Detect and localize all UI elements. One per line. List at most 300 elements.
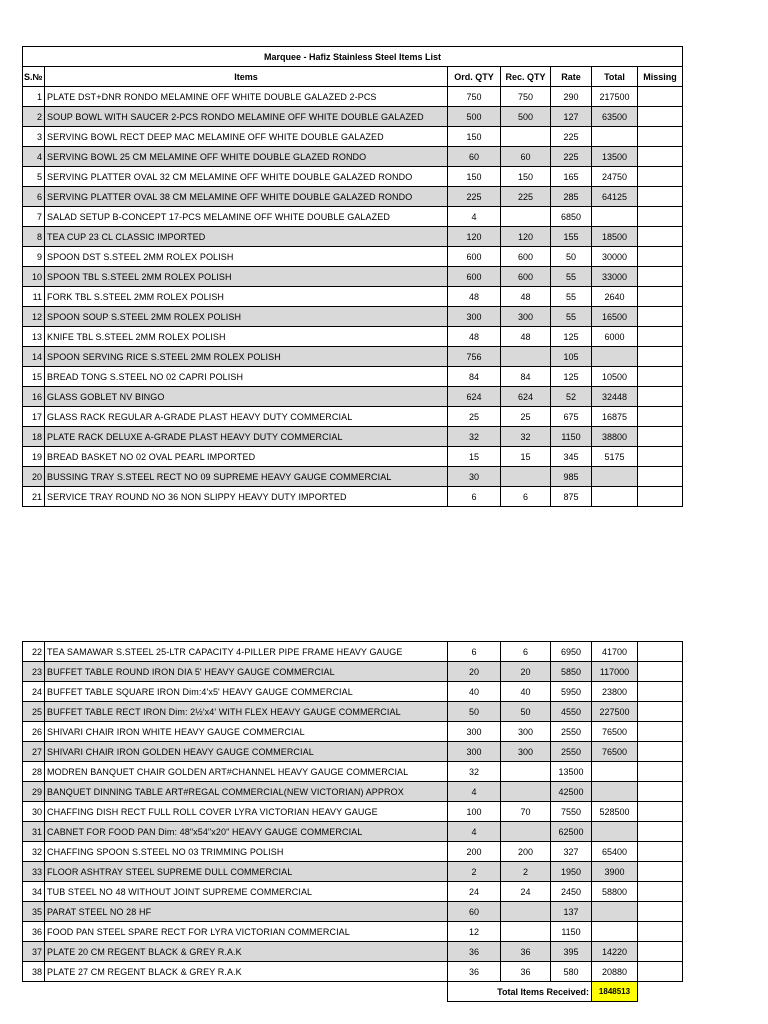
row-ord-qty: 2	[448, 862, 501, 882]
row-item: SERVING PLATTER OVAL 32 CM MELAMINE OFF WHITE DOUBLE GALAZED RONDO	[45, 167, 448, 187]
table-row	[23, 147, 683, 167]
row-rate: 62500	[551, 822, 592, 842]
row-missing	[638, 407, 683, 427]
table-row	[23, 287, 683, 307]
row-item: PLATE DST+DNR RONDO MELAMINE OFF WHITE DOUBLE GALAZED 2-PCS	[45, 87, 448, 107]
row-total: 14220	[592, 942, 638, 962]
row-sn: 11	[23, 287, 45, 307]
table-row	[23, 842, 683, 862]
column-header-row	[23, 67, 683, 87]
row-sn: 29	[23, 782, 45, 802]
row-rate: 137	[551, 902, 592, 922]
row-item: BREAD TONG S.STEEL NO 02 CAPRI POLISH	[45, 367, 448, 387]
row-item: BREAD BASKET NO 02 OVAL PEARL IMPORTED	[45, 447, 448, 467]
total-spacer	[45, 982, 448, 1002]
row-rate: 225	[551, 127, 592, 147]
row-rec-qty: 36	[501, 942, 551, 962]
row-sn: 35	[23, 902, 45, 922]
row-missing	[638, 802, 683, 822]
row-rate: 225	[551, 147, 592, 167]
row-total: 64125	[592, 187, 638, 207]
row-missing	[638, 922, 683, 942]
row-item: SERVING BOWL RECT DEEP MAC MELAMINE OFF WHITE DOUBLE GALAZED	[45, 127, 448, 147]
row-sn: 30	[23, 802, 45, 822]
row-item: BUFFET TABLE ROUND IRON DIA 5' HEAVY GAUGE COMMERCIAL	[45, 662, 448, 682]
row-rec-qty	[501, 207, 551, 227]
row-rec-qty	[501, 822, 551, 842]
row-rec-qty: 600	[501, 267, 551, 287]
row-rec-qty: 15	[501, 447, 551, 467]
row-rate: 2450	[551, 882, 592, 902]
row-rate: 7550	[551, 802, 592, 822]
row-rate: 42500	[551, 782, 592, 802]
row-rec-qty: 300	[501, 742, 551, 762]
row-item: CHAFFING DISH RECT FULL ROLL COVER LYRA VICTORIAN HEAVY GAUGE	[45, 802, 448, 822]
row-item: FORK TBL S.STEEL 2MM ROLEX POLISH	[45, 287, 448, 307]
row-rate: 6950	[551, 642, 592, 662]
row-ord-qty: 225	[448, 187, 501, 207]
row-item: TEA SAMAWAR S.STEEL 25-LTR CAPACITY 4-PILLER PIPE FRAME HEAVY GAUGE	[45, 642, 448, 662]
row-missing	[638, 187, 683, 207]
table-row	[23, 447, 683, 467]
row-ord-qty: 150	[448, 167, 501, 187]
row-missing	[638, 487, 683, 507]
row-item: SHIVARI CHAIR IRON GOLDEN HEAVY GAUGE COMMERCIAL	[45, 742, 448, 762]
row-item: PLATE 20 CM REGENT BLACK & GREY R.A.K	[45, 942, 448, 962]
row-rate: 55	[551, 267, 592, 287]
row-rec-qty: 150	[501, 167, 551, 187]
total-items-received-value: 1848513	[592, 982, 638, 1002]
row-total	[592, 127, 638, 147]
row-ord-qty: 30	[448, 467, 501, 487]
row-rec-qty: 32	[501, 427, 551, 447]
table-row	[23, 227, 683, 247]
row-total: 38800	[592, 427, 638, 447]
row-rec-qty: 300	[501, 722, 551, 742]
table-row	[23, 742, 683, 762]
table-row	[23, 682, 683, 702]
table-row	[23, 722, 683, 742]
row-rate: 165	[551, 167, 592, 187]
row-ord-qty: 84	[448, 367, 501, 387]
row-rate: 2550	[551, 722, 592, 742]
row-missing	[638, 347, 683, 367]
row-sn: 36	[23, 922, 45, 942]
row-rec-qty: 48	[501, 287, 551, 307]
row-total: 24750	[592, 167, 638, 187]
row-rec-qty: 6	[501, 642, 551, 662]
header-ord-qty: Ord. QTY	[448, 67, 501, 87]
row-total: 65400	[592, 842, 638, 862]
table-row	[23, 802, 683, 822]
table-row	[23, 87, 683, 107]
row-sn: 16	[23, 387, 45, 407]
row-total: 32448	[592, 387, 638, 407]
row-total: 76500	[592, 722, 638, 742]
row-total: 23800	[592, 682, 638, 702]
row-missing	[638, 862, 683, 882]
header-total: Total	[592, 67, 638, 87]
row-sn: 20	[23, 467, 45, 487]
row-ord-qty: 60	[448, 902, 501, 922]
row-item: SOUP BOWL WITH SAUCER 2-PCS RONDO MELAMINE OFF WHITE DOUBLE GALAZED	[45, 107, 448, 127]
row-missing	[638, 287, 683, 307]
row-sn: 12	[23, 307, 45, 327]
row-rec-qty: 500	[501, 107, 551, 127]
row-total: 13500	[592, 147, 638, 167]
row-rate: 6850	[551, 207, 592, 227]
row-sn: 34	[23, 882, 45, 902]
row-item: BUFFET TABLE SQUARE IRON Dim:4'x5' HEAVY GAUGE COMMERCIAL	[45, 682, 448, 702]
header-items: Items	[45, 67, 448, 87]
row-missing	[638, 662, 683, 682]
row-total: 30000	[592, 247, 638, 267]
row-missing	[638, 467, 683, 487]
row-rate: 285	[551, 187, 592, 207]
row-sn: 13	[23, 327, 45, 347]
row-ord-qty: 24	[448, 882, 501, 902]
row-total: 117000	[592, 662, 638, 682]
row-ord-qty: 624	[448, 387, 501, 407]
row-ord-qty: 25	[448, 407, 501, 427]
row-rate: 52	[551, 387, 592, 407]
row-rate: 13500	[551, 762, 592, 782]
table-row	[23, 822, 683, 842]
row-item: BUFFET TABLE RECT IRON Dim: 2½'x4' WITH FLEX HEAVY GAUGE COMMERCIAL	[45, 702, 448, 722]
row-sn: 17	[23, 407, 45, 427]
table-row	[23, 642, 683, 662]
row-ord-qty: 20	[448, 662, 501, 682]
row-sn: 33	[23, 862, 45, 882]
row-rate: 1150	[551, 922, 592, 942]
row-total	[592, 922, 638, 942]
row-item: SERVING BOWL 25 CM MELAMINE OFF WHITE DOUBLE GLAZED RONDO	[45, 147, 448, 167]
table-row	[23, 127, 683, 147]
row-sn: 28	[23, 762, 45, 782]
row-sn: 19	[23, 447, 45, 467]
total-row	[23, 982, 683, 1002]
row-rec-qty	[501, 782, 551, 802]
row-ord-qty: 40	[448, 682, 501, 702]
row-total: 41700	[592, 642, 638, 662]
table-row	[23, 347, 683, 367]
row-item: BANQUET DINNING TABLE ART#REGAL COMMERCIAL(NEW VICTORIAN) APPROX	[45, 782, 448, 802]
row-rec-qty: 84	[501, 367, 551, 387]
table-row	[23, 487, 683, 507]
row-item: PLATE 27 CM REGENT BLACK & GREY R.A.K	[45, 962, 448, 982]
row-ord-qty: 300	[448, 742, 501, 762]
row-rate: 5850	[551, 662, 592, 682]
table-row	[23, 427, 683, 447]
row-missing	[638, 327, 683, 347]
row-ord-qty: 750	[448, 87, 501, 107]
header-rate: Rate	[551, 67, 592, 87]
row-item: PARAT STEEL NO 28 HF	[45, 902, 448, 922]
row-rate: 4550	[551, 702, 592, 722]
row-sn: 8	[23, 227, 45, 247]
row-missing	[638, 427, 683, 447]
row-rec-qty: 36	[501, 962, 551, 982]
row-total	[592, 782, 638, 802]
total-spacer	[23, 982, 45, 1002]
row-missing	[638, 127, 683, 147]
row-rate: 675	[551, 407, 592, 427]
row-ord-qty: 50	[448, 702, 501, 722]
row-item: BUSSING TRAY S.STEEL RECT NO 09 SUPREME HEAVY GAUGE COMMERCIAL	[45, 467, 448, 487]
row-rate: 55	[551, 287, 592, 307]
table-row	[23, 267, 683, 287]
row-ord-qty: 600	[448, 267, 501, 287]
row-sn: 2	[23, 107, 45, 127]
row-missing	[638, 822, 683, 842]
row-missing	[638, 387, 683, 407]
row-rec-qty: 300	[501, 307, 551, 327]
row-total	[592, 347, 638, 367]
row-rate: 125	[551, 367, 592, 387]
table-row	[23, 207, 683, 227]
table-row	[23, 762, 683, 782]
header-missing: Missing	[638, 67, 683, 87]
row-ord-qty: 4	[448, 207, 501, 227]
row-total	[592, 762, 638, 782]
row-ord-qty: 36	[448, 942, 501, 962]
row-rec-qty: 200	[501, 842, 551, 862]
row-ord-qty: 4	[448, 782, 501, 802]
row-item: PLATE RACK DELUXE A-GRADE PLAST HEAVY DUTY COMMERCIAL	[45, 427, 448, 447]
row-ord-qty: 4	[448, 822, 501, 842]
row-missing	[638, 682, 683, 702]
row-sn: 25	[23, 702, 45, 722]
table-row	[23, 902, 683, 922]
row-missing	[638, 207, 683, 227]
table-row	[23, 782, 683, 802]
header-sn: S.№	[23, 67, 45, 87]
row-ord-qty: 12	[448, 922, 501, 942]
row-sn: 37	[23, 942, 45, 962]
row-total: 217500	[592, 87, 638, 107]
row-sn: 7	[23, 207, 45, 227]
row-total	[592, 822, 638, 842]
row-ord-qty: 36	[448, 962, 501, 982]
table-row	[23, 407, 683, 427]
table-row	[23, 942, 683, 962]
row-rec-qty	[501, 127, 551, 147]
row-item: SHIVARI CHAIR IRON WHITE HEAVY GAUGE COMMERCIAL	[45, 722, 448, 742]
row-sn: 21	[23, 487, 45, 507]
row-rate: 105	[551, 347, 592, 367]
row-sn: 23	[23, 662, 45, 682]
row-rec-qty	[501, 902, 551, 922]
row-missing	[638, 722, 683, 742]
table-row	[23, 862, 683, 882]
row-rate: 1950	[551, 862, 592, 882]
row-total: 227500	[592, 702, 638, 722]
row-sn: 9	[23, 247, 45, 267]
row-sn: 5	[23, 167, 45, 187]
table-row	[23, 327, 683, 347]
row-missing	[638, 447, 683, 467]
row-rec-qty: 6	[501, 487, 551, 507]
row-ord-qty: 120	[448, 227, 501, 247]
row-rate: 875	[551, 487, 592, 507]
row-rec-qty: 48	[501, 327, 551, 347]
row-rate: 345	[551, 447, 592, 467]
row-ord-qty: 756	[448, 347, 501, 367]
row-total: 33000	[592, 267, 638, 287]
total-items-received-label: Total Items Received:	[448, 982, 592, 1002]
row-ord-qty: 32	[448, 762, 501, 782]
table-row	[23, 922, 683, 942]
row-ord-qty: 32	[448, 427, 501, 447]
row-ord-qty: 150	[448, 127, 501, 147]
row-total: 18500	[592, 227, 638, 247]
row-sn: 1	[23, 87, 45, 107]
row-rate: 580	[551, 962, 592, 982]
row-missing	[638, 247, 683, 267]
row-missing	[638, 902, 683, 922]
table-row	[23, 307, 683, 327]
row-sn: 31	[23, 822, 45, 842]
table-row	[23, 107, 683, 127]
row-rec-qty	[501, 762, 551, 782]
table-row	[23, 662, 683, 682]
row-total: 528500	[592, 802, 638, 822]
row-item: SALAD SETUP B-CONCEPT 17-PCS MELAMINE OFF WHITE DOUBLE GALAZED	[45, 207, 448, 227]
row-total: 2640	[592, 287, 638, 307]
row-item: SPOON SERVING RICE S.STEEL 2MM ROLEX POLISH	[45, 347, 448, 367]
row-sn: 6	[23, 187, 45, 207]
row-rec-qty: 600	[501, 247, 551, 267]
row-missing	[638, 307, 683, 327]
row-rate: 127	[551, 107, 592, 127]
row-total: 16500	[592, 307, 638, 327]
row-total: 20880	[592, 962, 638, 982]
row-missing	[638, 267, 683, 287]
row-item: TUB STEEL NO 48 WITHOUT JOINT SUPREME COMMERCIAL	[45, 882, 448, 902]
row-total: 63500	[592, 107, 638, 127]
row-item: SERVICE TRAY ROUND NO 36 NON SLIPPY HEAVY DUTY IMPORTED	[45, 487, 448, 507]
row-ord-qty: 500	[448, 107, 501, 127]
row-ord-qty: 300	[448, 722, 501, 742]
row-rec-qty	[501, 347, 551, 367]
row-ord-qty: 60	[448, 147, 501, 167]
row-item: GLASS GOBLET NV BINGO	[45, 387, 448, 407]
row-sn: 10	[23, 267, 45, 287]
row-sn: 4	[23, 147, 45, 167]
row-rate: 5950	[551, 682, 592, 702]
table-row	[23, 167, 683, 187]
row-item: SPOON DST S.STEEL 2MM ROLEX POLISH	[45, 247, 448, 267]
row-item: GLASS RACK REGULAR A-GRADE PLAST HEAVY DUTY COMMERCIAL	[45, 407, 448, 427]
row-item: CHAFFING SPOON S.STEEL NO 03 TRIMMING POLISH	[45, 842, 448, 862]
row-item: KNIFE TBL S.STEEL 2MM ROLEX POLISH	[45, 327, 448, 347]
row-total: 5175	[592, 447, 638, 467]
row-missing	[638, 782, 683, 802]
row-missing	[638, 227, 683, 247]
row-total: 6000	[592, 327, 638, 347]
row-missing	[638, 762, 683, 782]
row-rate: 985	[551, 467, 592, 487]
row-total: 10500	[592, 367, 638, 387]
row-missing	[638, 882, 683, 902]
items-table-part-1	[22, 46, 683, 507]
table-row	[23, 187, 683, 207]
sheet-title: Marquee - Hafiz Stainless Steel Items List	[23, 47, 683, 67]
row-rec-qty: 20	[501, 662, 551, 682]
row-item: MODREN BANQUET CHAIR GOLDEN ART#CHANNEL HEAVY GAUGE COMMERCIAL	[45, 762, 448, 782]
row-rec-qty: 25	[501, 407, 551, 427]
table-row	[23, 882, 683, 902]
row-ord-qty: 300	[448, 307, 501, 327]
row-ord-qty: 48	[448, 287, 501, 307]
row-item: FOOD PAN STEEL SPARE RECT FOR LYRA VICTORIAN COMMERCIAL	[45, 922, 448, 942]
row-total: 3900	[592, 862, 638, 882]
table-row	[23, 962, 683, 982]
row-sn: 15	[23, 367, 45, 387]
row-rec-qty: 2	[501, 862, 551, 882]
row-sn: 32	[23, 842, 45, 862]
row-sn: 3	[23, 127, 45, 147]
row-missing	[638, 842, 683, 862]
row-rate: 2550	[551, 742, 592, 762]
row-rate: 50	[551, 247, 592, 267]
row-missing	[638, 742, 683, 762]
row-total: 16875	[592, 407, 638, 427]
row-rec-qty	[501, 467, 551, 487]
row-ord-qty: 100	[448, 802, 501, 822]
row-sn: 18	[23, 427, 45, 447]
row-sn: 38	[23, 962, 45, 982]
row-rate: 55	[551, 307, 592, 327]
row-rate: 290	[551, 87, 592, 107]
row-rec-qty: 50	[501, 702, 551, 722]
row-missing	[638, 367, 683, 387]
total-spacer	[638, 982, 683, 1002]
row-missing	[638, 87, 683, 107]
row-ord-qty: 6	[448, 642, 501, 662]
row-sn: 24	[23, 682, 45, 702]
row-rec-qty: 60	[501, 147, 551, 167]
row-sn: 27	[23, 742, 45, 762]
table-row	[23, 387, 683, 407]
header-rec-qty: Rec. QTY	[501, 67, 551, 87]
row-item: SPOON TBL S.STEEL 2MM ROLEX POLISH	[45, 267, 448, 287]
row-missing	[638, 642, 683, 662]
row-total	[592, 902, 638, 922]
row-sn: 22	[23, 642, 45, 662]
items-table-part-2	[22, 641, 683, 1002]
row-missing	[638, 107, 683, 127]
table-row	[23, 247, 683, 267]
row-rate: 1150	[551, 427, 592, 447]
row-rate: 327	[551, 842, 592, 862]
row-missing	[638, 167, 683, 187]
row-missing	[638, 147, 683, 167]
table-row	[23, 702, 683, 722]
row-rec-qty: 120	[501, 227, 551, 247]
table-row	[23, 367, 683, 387]
row-rate: 125	[551, 327, 592, 347]
row-rec-qty: 225	[501, 187, 551, 207]
row-sn: 26	[23, 722, 45, 742]
row-item: TEA CUP 23 CL CLASSIC IMPORTED	[45, 227, 448, 247]
row-rec-qty: 70	[501, 802, 551, 822]
row-rec-qty: 24	[501, 882, 551, 902]
row-rate: 395	[551, 942, 592, 962]
row-total	[592, 207, 638, 227]
row-ord-qty: 15	[448, 447, 501, 467]
row-missing	[638, 942, 683, 962]
